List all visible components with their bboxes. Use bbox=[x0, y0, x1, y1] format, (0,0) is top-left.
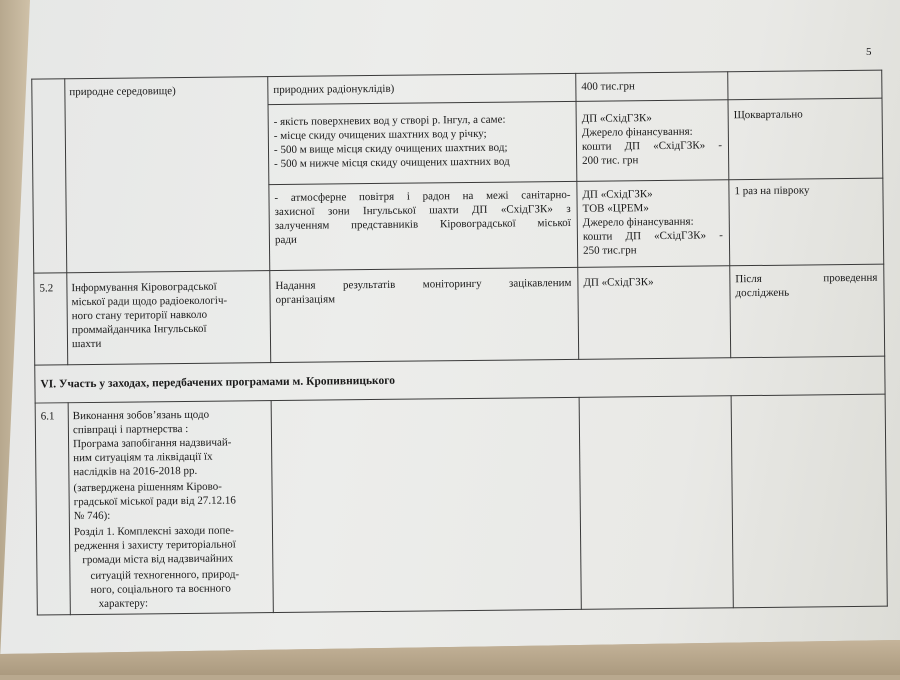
row-6-1-line: редження і захисту територіальної bbox=[74, 538, 236, 553]
table-rule bbox=[731, 395, 734, 608]
row-5-2-period-line: досліджень bbox=[735, 286, 790, 300]
table-rule bbox=[881, 70, 888, 607]
row-6-1-line: № 746): bbox=[73, 509, 111, 523]
row-6-1-line: Програма запобігання надзвичай- bbox=[73, 436, 232, 451]
row-5-2-title-line: проммайданчика Інгульської bbox=[71, 322, 207, 337]
water-line: - якість поверхневих вод у створі р. Інгул, а саме: bbox=[273, 113, 506, 129]
air-exec-line: ДП «СхідГЗК» bbox=[582, 188, 653, 201]
table-rule bbox=[31, 70, 882, 80]
air-exec-line: 250 тис.грн bbox=[583, 244, 637, 257]
row-6-1-line: характеру: bbox=[98, 597, 149, 610]
row-6-1-line: Розділ 1. Комплексні заходи попе- bbox=[73, 524, 234, 539]
row-6-1-line: градської міської ради від 27.12.16 bbox=[73, 494, 236, 509]
row-5-2-executor: ДП «СхідГЗК» bbox=[583, 276, 654, 289]
table-rule bbox=[31, 79, 38, 616]
water-line: - місце скиду очищених шахтних вод у річку; bbox=[273, 127, 487, 143]
water-exec-line: ДП «СхідГЗК» bbox=[581, 112, 652, 125]
water-period: Щоквартально bbox=[733, 108, 803, 122]
water-exec-line: Джерело фінансування: bbox=[581, 125, 693, 139]
row-5-2-title-line: міської ради щодо радіоекологіч- bbox=[71, 294, 228, 309]
row-5-2-period-line: Після проведення bbox=[735, 271, 878, 286]
table-rule bbox=[271, 400, 274, 613]
row-number-6-1: 6.1 bbox=[40, 410, 55, 423]
table-rule bbox=[575, 73, 579, 360]
air-period: 1 раз на півроку bbox=[734, 184, 810, 198]
cell-top-col3: природних радіонуклідів) bbox=[273, 82, 395, 97]
row-6-1-line: наслідків на 2016-2018 рр. bbox=[73, 464, 198, 479]
air-line: ради bbox=[274, 233, 297, 247]
row-6-1-line: ним ситуаціям та ліквідації їх bbox=[73, 450, 213, 465]
air-exec-line: кошти ДП «СхідГЗК» - bbox=[582, 229, 723, 243]
table-rule bbox=[35, 394, 886, 404]
cell-top-col2: природне середовище) bbox=[69, 85, 176, 99]
page-number: 5 bbox=[866, 46, 872, 58]
table-rule bbox=[64, 78, 68, 365]
water-exec-line: 200 тис. грн bbox=[582, 154, 639, 167]
water-line: - 500 м вище місця скиду очищених шахтних вод; bbox=[273, 141, 508, 157]
row-6-1-line: ного, соціального та воєнного bbox=[90, 582, 231, 596]
air-line: захисної зони Інгульської шахти ДП «СхідГЗК» з bbox=[274, 202, 571, 219]
row-5-2-action-line: організаціям bbox=[275, 293, 336, 307]
section-vi-heading: VI. Участь у заходах, передбачених програмами м. Кропивницького bbox=[40, 374, 395, 391]
water-line: - 500 м нижче місця скиду очищених шахтних вод bbox=[274, 155, 510, 171]
row-5-2-title-line: шахти bbox=[71, 337, 102, 351]
row-5-2-title-line: Інформування Кіровоградської bbox=[71, 280, 217, 295]
table-rule bbox=[727, 71, 731, 358]
water-exec-line: кошти ДП «СхідГЗК» - bbox=[581, 139, 723, 153]
table-rule bbox=[37, 606, 888, 616]
air-exec-line: Джерело фінансування: bbox=[582, 215, 694, 229]
row-5-2-title-line: ного стану території навколо bbox=[71, 308, 208, 323]
air-line: залученням представників Кіровоградської міської bbox=[274, 216, 571, 233]
air-line: - атмосферне повітря і радон на межі санітарно- bbox=[274, 188, 571, 205]
cell-top-col4: 400 тис.грн bbox=[581, 80, 635, 93]
table-rule bbox=[267, 76, 271, 363]
table-rule bbox=[34, 356, 885, 366]
table-rule bbox=[68, 402, 71, 615]
row-6-1-line: співпраці і партнерства : bbox=[72, 422, 189, 437]
row-6-1-line: громади міста від надзвичайних bbox=[82, 552, 234, 567]
row-6-1-line: (затверджена рішенням Кірово- bbox=[73, 480, 222, 495]
row-number-5-2: 5.2 bbox=[39, 282, 54, 295]
air-exec-line: ТОВ «ЦРЕМ» bbox=[582, 202, 649, 215]
row-6-1-line: ситуацій техногенного, природ- bbox=[90, 568, 240, 582]
row-5-2-action-line: Надання результатів моніторингу зацікавленим bbox=[275, 276, 572, 293]
table-rule bbox=[579, 397, 582, 610]
row-6-1-line: Виконання зобов’язань щодо bbox=[72, 408, 210, 423]
